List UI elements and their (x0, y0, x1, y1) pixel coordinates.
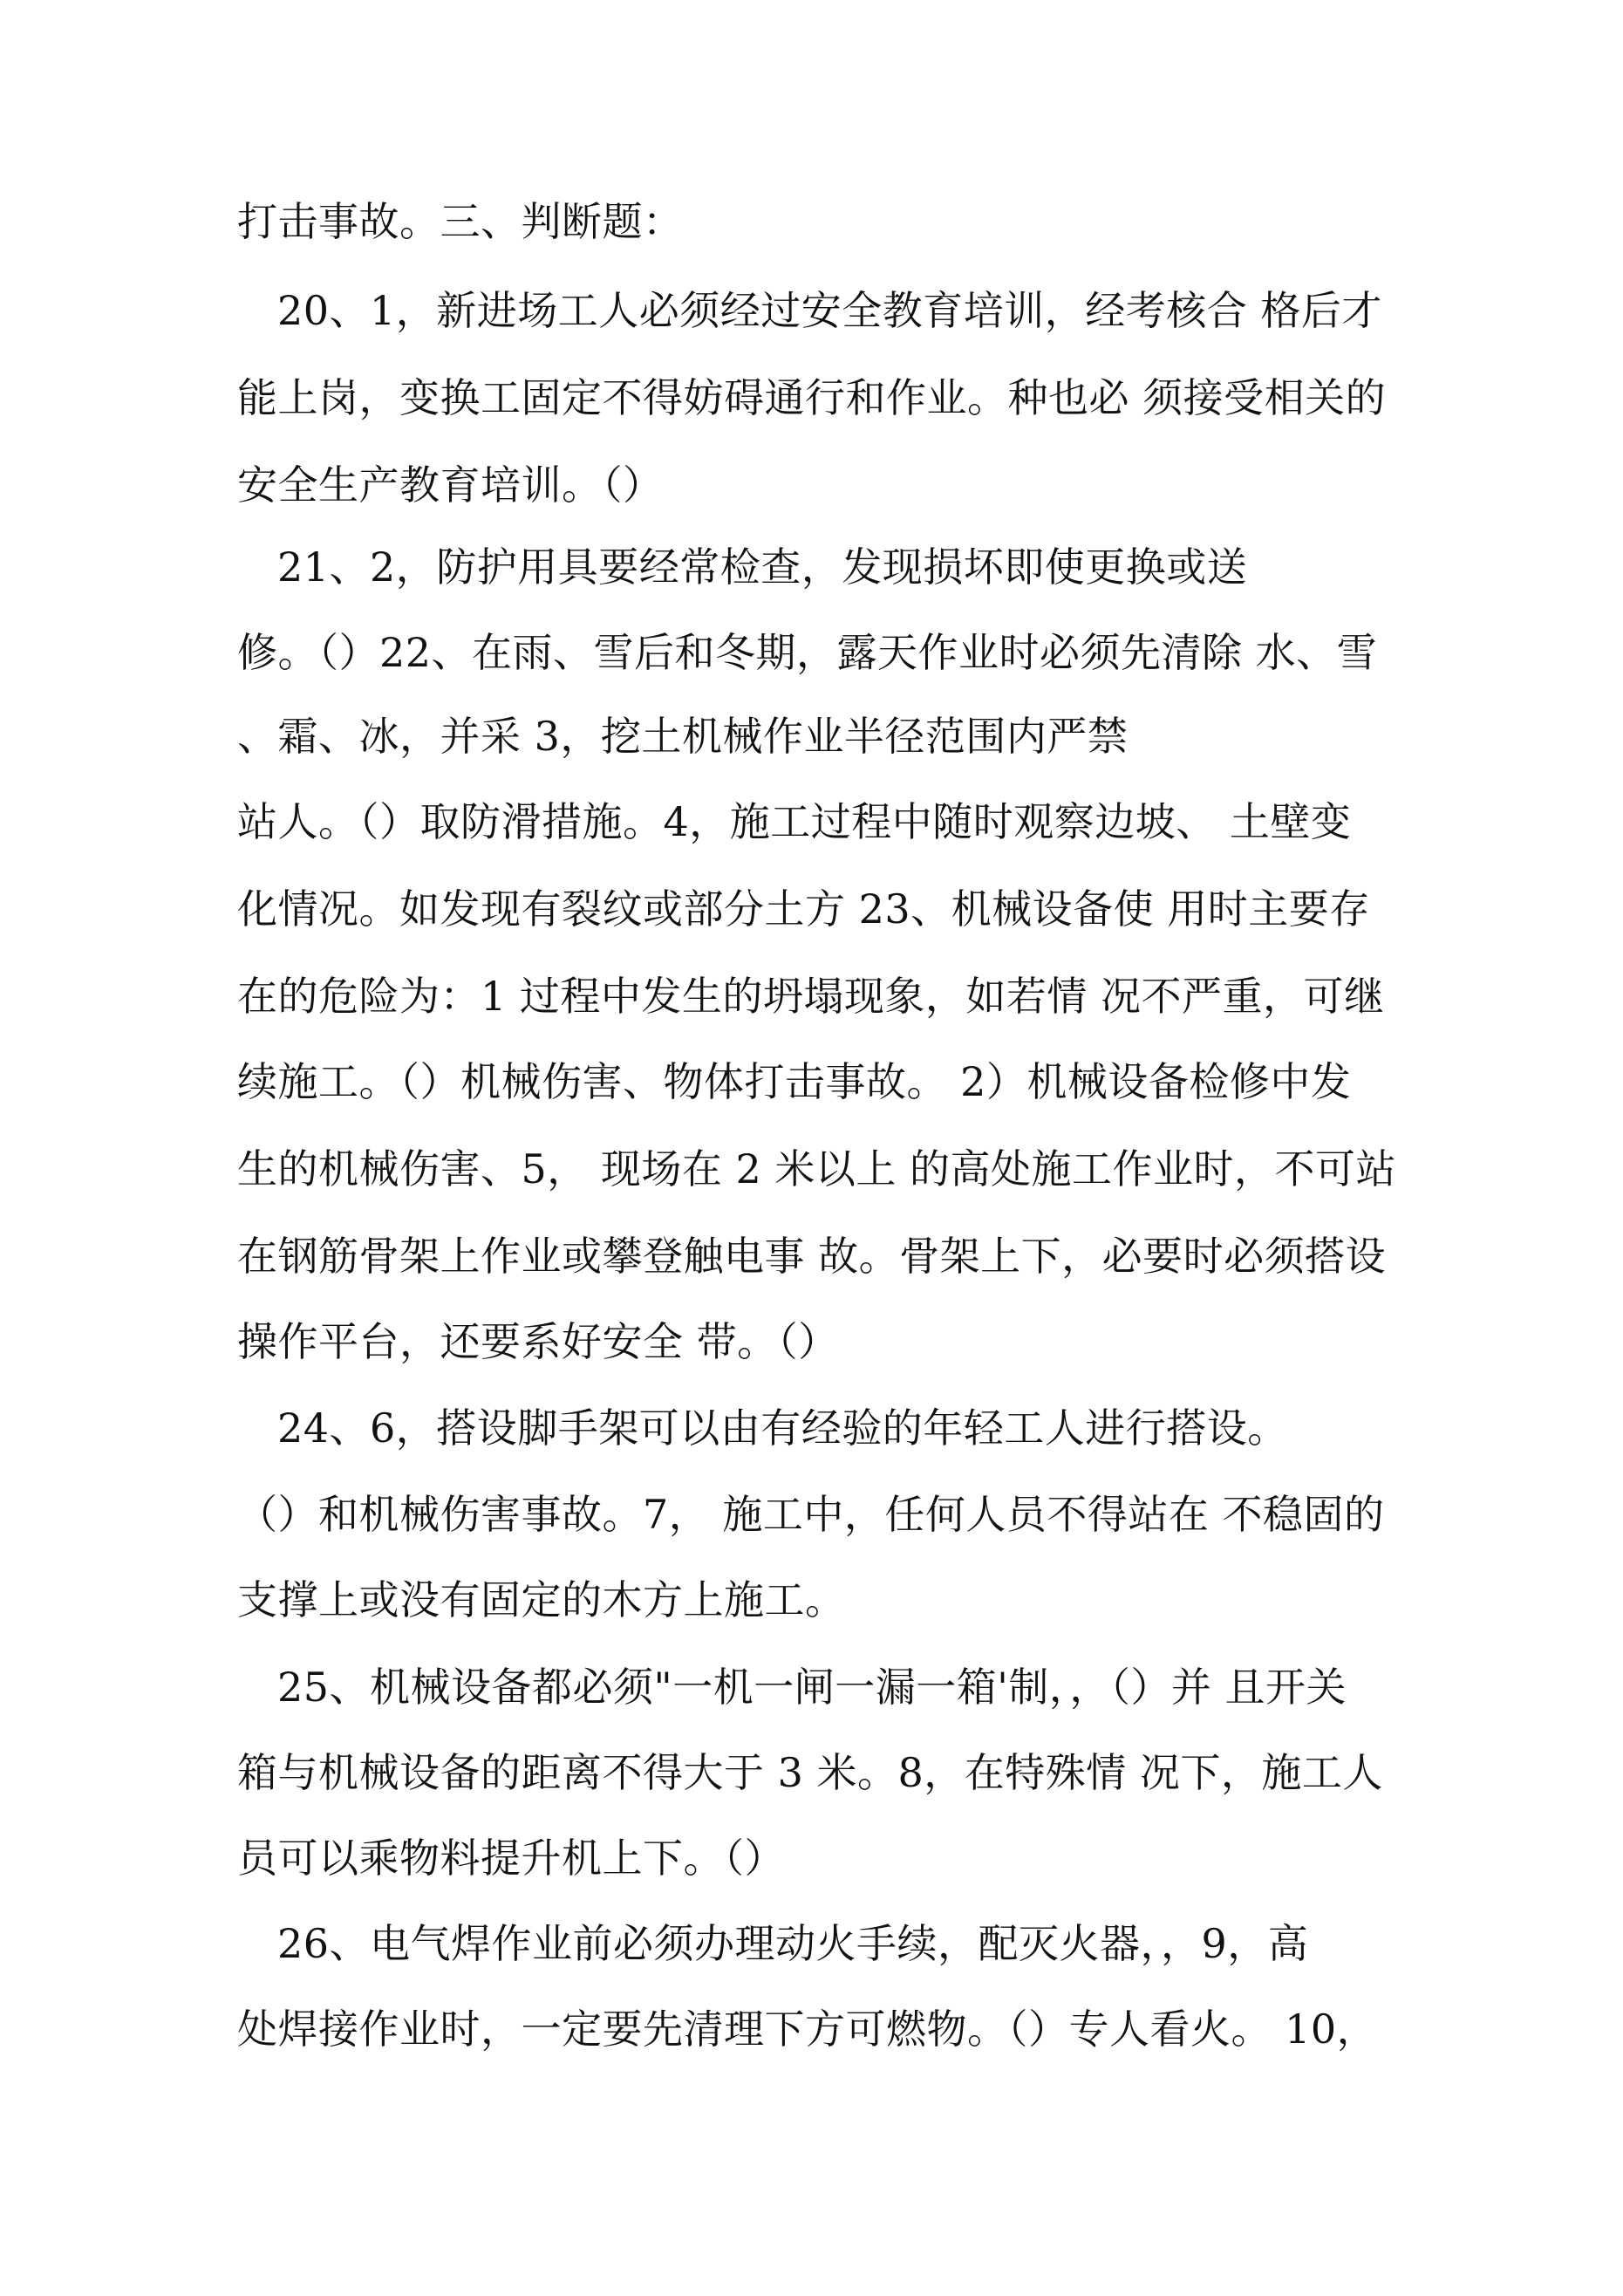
text-line-8: 站人。（）取防滑措施。4，施工过程中随时观察边坡、 土壁变 (237, 798, 1352, 845)
text-line-20: 员可以乘物料提升机上下。（） (237, 1835, 785, 1882)
text-line-11: 续施工。（）机械伤害、物体打击事故。 2）机械设备检修中发 (237, 1058, 1352, 1105)
text-line-14: 操作平台，还要系好安全 带。（） (237, 1318, 839, 1365)
text-line-17: 支撑上或没有固定的木方上施工。 (237, 1576, 846, 1623)
text-line-2: 20、1，新进场工人必须经过安全教育培训，经考核合 格后才 (277, 287, 1382, 334)
text-line-4: 安全生产教育培训。（） (237, 461, 664, 509)
text-line-15: 24、6，搭设脚手架可以由有经验的年轻工人进行搭设。 (277, 1404, 1288, 1452)
text-line-18: 25、机械设备都必须"一机一闸一漏一箱'制，，（）并 且开关 (277, 1664, 1347, 1711)
text-line-13: 在钢筋骨架上作业或攀登触电事 故。骨架上下，必要时必须搭设 (237, 1233, 1387, 1280)
text-line-16: （）和机械伤害事故。7， 施工中，任何人员不得站在 不稳固的 (237, 1491, 1385, 1538)
text-line-10: 在的危险为：1 过程中发生的坍塌现象，如若情 况不严重，可继 (237, 973, 1385, 1020)
text-line-19: 箱与机械设备的距离不得大于 3 米。8，在特殊情 况下，施工人 (237, 1749, 1383, 1796)
text-line-9: 化情况。如发现有裂纹或部分土方 23、机械设备使 用时主要存 (237, 885, 1370, 933)
text-line-1: 打击事故。三、判断题： (237, 198, 684, 245)
text-line-5: 21、2，防护用具要经常检查，发现损坏即使更换或送 (277, 543, 1248, 591)
text-line-12: 生的机械伤害、5， 现场在 2 米以上 的高处施工作业时，不可站 (237, 1145, 1397, 1192)
text-line-21: 26、电气焊作业前必须办理动火手续，配灭火器，，9，高 (277, 1920, 1309, 1967)
text-line-7: 、霜、冰，并采 3，挖土机械作业半径范围内严禁 (237, 713, 1129, 760)
text-line-6: 修。（）22、在雨、雪后和冬期，露天作业时必须先清除 水、雪 (237, 629, 1378, 676)
text-line-3: 能上岗，变换工固定不得妨碍通行和作业。种也必 须接受相关的 (237, 374, 1387, 421)
text-line-22: 处焊接作业时，一定要先清理下方可燃物。（）专人看火。 10， (237, 2006, 1378, 2053)
